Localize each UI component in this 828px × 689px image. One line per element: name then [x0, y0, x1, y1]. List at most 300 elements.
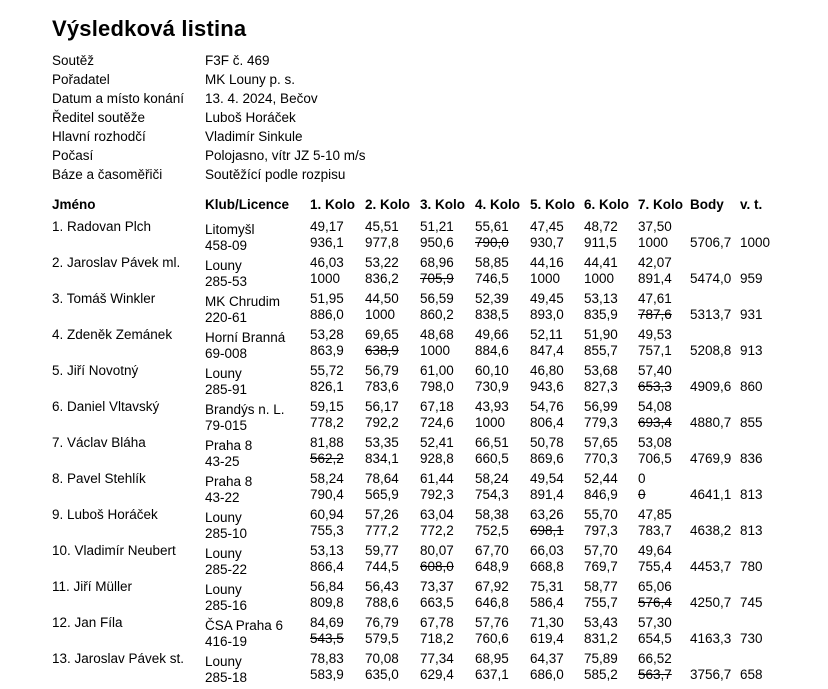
kolo-points: 654,5 [638, 631, 672, 646]
kolo-points: 755,4 [638, 559, 672, 574]
table-header-row [52, 197, 800, 219]
kolo-points: 730,9 [475, 379, 509, 394]
vt-cell [740, 399, 800, 435]
body-cell [690, 579, 740, 615]
kolo-time: 58,24 [310, 471, 344, 486]
kolo-points: 663,5 [420, 595, 454, 610]
kolo-points: 860,2 [420, 307, 454, 322]
header-jmeno: Jméno [52, 197, 96, 212]
kolo-time: 56,59 [420, 291, 454, 306]
kolo-time: 56,79 [365, 363, 399, 378]
kolo-points: 754,3 [475, 487, 509, 502]
kolo-time: 58,85 [475, 255, 509, 270]
kolo-cell [638, 399, 690, 435]
vt-points: 730 [740, 631, 763, 646]
kolo-cell [310, 651, 365, 687]
competitor-name: 6. Daniel Vltavský [52, 399, 160, 414]
kolo-points: 977,8 [365, 235, 399, 250]
vt-cell [740, 219, 800, 255]
info-value: F3F č. 469 [205, 53, 270, 68]
competitor-licence: 285-91 [205, 382, 248, 397]
table-row [52, 363, 800, 399]
kolo-points: 706,5 [638, 451, 672, 466]
kolo-points: 1000 [475, 415, 506, 430]
kolo-time: 53,43 [584, 615, 618, 630]
kolo-time: 57,30 [638, 615, 672, 630]
kolo-time: 37,50 [638, 219, 672, 234]
kolo-cell [310, 543, 365, 579]
kolo-time: 52,39 [475, 291, 509, 306]
kolo-time: 58,77 [584, 579, 618, 594]
kolo-time: 66,03 [530, 543, 564, 558]
kolo-cell [530, 363, 584, 399]
kolo-time: 58,24 [475, 471, 509, 486]
competitor-club: Louny [205, 510, 242, 525]
competitor-licence: 285-22 [205, 562, 248, 577]
vt-points: 860 [740, 379, 763, 394]
header-body: Body [690, 197, 724, 212]
kolo-cell [310, 255, 365, 291]
vt-points: 658 [740, 667, 763, 682]
kolo-points: 783,7 [638, 523, 672, 538]
kolo-points: 835,9 [584, 307, 618, 322]
kolo-time: 75,89 [584, 651, 618, 666]
kolo-time: 55,70 [584, 507, 618, 522]
kolo-points: 827,3 [584, 379, 618, 394]
kolo-points: 646,8 [475, 595, 509, 610]
kolo-time: 76,79 [365, 615, 399, 630]
kolo-time: 55,61 [475, 219, 509, 234]
vt-cell [740, 579, 800, 615]
kolo-points: 866,4 [310, 559, 344, 574]
kolo-points: 770,3 [584, 451, 618, 466]
competitor-licence: 285-18 [205, 670, 248, 685]
body-cell [690, 363, 740, 399]
club-cell [205, 219, 310, 255]
body-cell [690, 399, 740, 435]
kolo-points: 936,1 [310, 235, 344, 250]
kolo-points: 635,0 [365, 667, 399, 682]
kolo-cell [530, 471, 584, 507]
header-klub: Klub/Licence [205, 197, 290, 212]
kolo-points: 638,9 [365, 343, 399, 358]
kolo-cell [420, 651, 475, 687]
kolo-time: 53,68 [584, 363, 618, 378]
info-value: MK Louny p. s. [205, 72, 296, 87]
kolo-points: 755,3 [310, 523, 344, 538]
kolo-time: 56,17 [365, 399, 399, 414]
name-cell [52, 291, 205, 327]
kolo-time: 56,84 [310, 579, 344, 594]
kolo-time: 50,78 [530, 435, 564, 450]
kolo-time: 56,99 [584, 399, 618, 414]
kolo-cell [530, 291, 584, 327]
kolo-time: 80,07 [420, 543, 454, 558]
kolo-cell [638, 291, 690, 327]
body-points: 5706,7 [690, 235, 732, 250]
kolo-points: 769,7 [584, 559, 618, 574]
kolo-points: 653,3 [638, 379, 672, 394]
vt-cell [740, 255, 800, 291]
kolo-cell [365, 471, 420, 507]
table-row [52, 651, 800, 687]
name-cell [52, 543, 205, 579]
body-points: 4909,6 [690, 379, 732, 394]
competitor-licence: 69-008 [205, 346, 248, 361]
table-row [52, 291, 800, 327]
body-points: 4453,7 [690, 559, 732, 574]
kolo-points: 562,2 [310, 451, 344, 466]
club-cell [205, 579, 310, 615]
kolo-cell [475, 219, 530, 255]
kolo-cell [638, 579, 690, 615]
kolo-cell [584, 363, 638, 399]
kolo-points: 698,1 [530, 523, 564, 538]
competitor-licence: 285-16 [205, 598, 248, 613]
kolo-points: 693,4 [638, 415, 672, 430]
body-cell [690, 435, 740, 471]
table-row [52, 399, 800, 435]
kolo-cell [365, 651, 420, 687]
kolo-time: 68,95 [475, 651, 509, 666]
header-vt: v. t. [740, 197, 763, 212]
competitor-club: ČSA Praha 6 [205, 618, 284, 633]
kolo-time: 61,00 [420, 363, 454, 378]
kolo-time: 53,13 [584, 291, 618, 306]
info-value: Polojasno, vítr JZ 5-10 m/s [205, 148, 366, 163]
kolo-time: 49,66 [475, 327, 509, 342]
club-cell [205, 363, 310, 399]
competitor-club: Praha 8 [205, 438, 253, 453]
table-row [52, 255, 800, 291]
body-cell [690, 327, 740, 363]
kolo-points: 826,1 [310, 379, 344, 394]
kolo-points: 847,4 [530, 343, 564, 358]
kolo-time: 0 [638, 471, 646, 486]
kolo-points: 869,6 [530, 451, 564, 466]
kolo-cell [365, 435, 420, 471]
kolo-cell [530, 579, 584, 615]
kolo-cell [475, 255, 530, 291]
info-value: Luboš Horáček [205, 110, 296, 125]
kolo-cell [420, 291, 475, 327]
kolo-cell [310, 471, 365, 507]
kolo-points: 798,0 [420, 379, 454, 394]
kolo-time: 59,77 [365, 543, 399, 558]
kolo-points: 886,0 [310, 307, 344, 322]
kolo-cell [420, 363, 475, 399]
body-points: 4250,7 [690, 595, 732, 610]
kolo-points: 637,1 [475, 667, 509, 682]
kolo-cell [475, 579, 530, 615]
body-points: 5208,8 [690, 343, 732, 358]
vt-points: 855 [740, 415, 763, 430]
name-cell [52, 471, 205, 507]
kolo-points: 629,4 [420, 667, 454, 682]
kolo-cell [638, 471, 690, 507]
kolo-cell [475, 615, 530, 651]
vt-cell [740, 615, 800, 651]
body-points: 3756,7 [690, 667, 732, 682]
kolo-cell [530, 327, 584, 363]
kolo-points: 1000 [638, 235, 669, 250]
kolo-cell [638, 363, 690, 399]
info-label: Počasí [52, 148, 94, 163]
competitor-club: Horní Branná [205, 330, 286, 345]
competitor-name: 2. Jaroslav Pávek ml. [52, 255, 181, 270]
kolo-time: 54,08 [638, 399, 672, 414]
competitor-licence: 79-015 [205, 418, 248, 433]
kolo-time: 66,51 [475, 435, 509, 450]
kolo-cell [638, 651, 690, 687]
competitor-licence: 416-19 [205, 634, 248, 649]
kolo-points: 777,2 [365, 523, 399, 538]
kolo-time: 77,34 [420, 651, 454, 666]
competitor-name: 12. Jan Fíla [52, 615, 123, 630]
kolo-time: 49,64 [638, 543, 672, 558]
info-row-poradatel [52, 70, 808, 89]
kolo-time: 49,45 [530, 291, 564, 306]
kolo-cell [475, 435, 530, 471]
kolo-cell [420, 543, 475, 579]
kolo-time: 53,08 [638, 435, 672, 450]
competitor-licence: 285-10 [205, 526, 248, 541]
kolo-time: 71,30 [530, 615, 564, 630]
kolo-points: 565,9 [365, 487, 399, 502]
vt-points: 780 [740, 559, 763, 574]
kolo-points: 893,0 [530, 307, 564, 322]
kolo-points: 705,9 [420, 271, 454, 286]
kolo-time: 46,80 [530, 363, 564, 378]
competitor-licence: 458-09 [205, 238, 248, 253]
name-cell [52, 435, 205, 471]
vt-cell [740, 363, 800, 399]
kolo-points: 619,4 [530, 631, 564, 646]
kolo-points: 752,5 [475, 523, 509, 538]
table-row [52, 507, 800, 543]
info-row-datum-misto [52, 89, 808, 108]
header-kolo-7: 7. Kolo [638, 197, 684, 212]
table-row [52, 327, 800, 363]
kolo-time: 58,38 [475, 507, 509, 522]
kolo-cell [365, 399, 420, 435]
kolo-points: 755,7 [584, 595, 618, 610]
vt-cell [740, 291, 800, 327]
kolo-time: 47,45 [530, 219, 564, 234]
body-cell [690, 291, 740, 327]
name-cell [52, 615, 205, 651]
results-table [52, 197, 800, 687]
competitor-name: 9. Luboš Horáček [52, 507, 158, 522]
competitor-club: Louny [205, 258, 242, 273]
kolo-points: 772,2 [420, 523, 454, 538]
kolo-time: 61,44 [420, 471, 454, 486]
competitor-licence: 285-53 [205, 274, 248, 289]
kolo-time: 49,53 [638, 327, 672, 342]
kolo-cell [365, 579, 420, 615]
kolo-cell [420, 507, 475, 543]
kolo-points: 809,8 [310, 595, 344, 610]
club-cell [205, 435, 310, 471]
page-title: Výsledková listina [52, 16, 247, 41]
info-row-rozhodci [52, 127, 808, 146]
kolo-cell [584, 543, 638, 579]
competition-info [52, 51, 808, 184]
competitor-club: Louny [205, 546, 242, 561]
body-cell [690, 255, 740, 291]
kolo-cell [530, 255, 584, 291]
name-cell [52, 363, 205, 399]
results-rows [52, 219, 800, 687]
info-label: Báze a časoměřiči [52, 167, 163, 182]
kolo-points: 884,6 [475, 343, 509, 358]
body-points: 4641,1 [690, 487, 732, 502]
kolo-points: 608,0 [420, 559, 454, 574]
kolo-cell [475, 543, 530, 579]
header-kolo-1: 1. Kolo [310, 197, 356, 212]
kolo-cell [475, 327, 530, 363]
kolo-time: 53,35 [365, 435, 399, 450]
kolo-time: 48,72 [584, 219, 618, 234]
kolo-cell [638, 327, 690, 363]
table-row [52, 579, 800, 615]
vt-points: 931 [740, 307, 763, 322]
kolo-time: 48,68 [420, 327, 454, 342]
competitor-club: Louny [205, 654, 242, 669]
kolo-points: 744,5 [365, 559, 399, 574]
kolo-cell [365, 219, 420, 255]
kolo-time: 59,15 [310, 399, 344, 414]
kolo-points: 583,9 [310, 667, 344, 682]
info-label: Pořadatel [52, 72, 110, 87]
kolo-points: 806,4 [530, 415, 564, 430]
competitor-licence: 220-61 [205, 310, 248, 325]
kolo-time: 47,61 [638, 291, 672, 306]
body-points: 4880,7 [690, 415, 732, 430]
name-cell [52, 327, 205, 363]
kolo-cell [475, 291, 530, 327]
kolo-cell [420, 615, 475, 651]
header-kolo-6: 6. Kolo [584, 197, 630, 212]
competitor-licence: 43-25 [205, 454, 240, 469]
club-cell [205, 615, 310, 651]
club-cell [205, 651, 310, 687]
kolo-points: 0 [638, 487, 646, 502]
kolo-points: 760,6 [475, 631, 509, 646]
club-cell [205, 543, 310, 579]
kolo-time: 78,64 [365, 471, 399, 486]
kolo-points: 660,5 [475, 451, 509, 466]
kolo-time: 64,37 [530, 651, 564, 666]
table-row [52, 435, 800, 471]
kolo-points: 891,4 [530, 487, 564, 502]
kolo-cell [420, 579, 475, 615]
body-points: 5313,7 [690, 307, 732, 322]
kolo-time: 63,04 [420, 507, 454, 522]
kolo-points: 792,3 [420, 487, 454, 502]
info-label: Datum a místo konání [52, 91, 185, 106]
kolo-cell [475, 399, 530, 435]
kolo-cell [584, 615, 638, 651]
kolo-cell [530, 399, 584, 435]
vt-cell [740, 651, 800, 687]
body-points: 5474,0 [690, 271, 732, 286]
header-kolo-2: 2. Kolo [365, 197, 411, 212]
name-cell [52, 507, 205, 543]
name-cell [52, 399, 205, 435]
kolo-points: 834,1 [365, 451, 399, 466]
kolo-cell [638, 255, 690, 291]
kolo-points: 718,2 [420, 631, 454, 646]
competitor-name: 13. Jaroslav Pávek st. [52, 651, 185, 666]
kolo-cell [638, 507, 690, 543]
competitor-club: Praha 8 [205, 474, 253, 489]
kolo-time: 44,50 [365, 291, 399, 306]
kolo-points: 563,7 [638, 667, 672, 682]
name-cell [52, 219, 205, 255]
name-cell [52, 651, 205, 687]
kolo-time: 78,83 [310, 651, 344, 666]
kolo-cell [365, 327, 420, 363]
kolo-points: 836,2 [365, 271, 399, 286]
kolo-points: 1000 [365, 307, 396, 322]
kolo-points: 783,6 [365, 379, 399, 394]
kolo-cell [310, 435, 365, 471]
kolo-cell [310, 219, 365, 255]
kolo-time: 57,76 [475, 615, 509, 630]
kolo-cell [584, 651, 638, 687]
kolo-points: 863,9 [310, 343, 344, 358]
kolo-cell [365, 363, 420, 399]
kolo-points: 686,0 [530, 667, 564, 682]
table-row [52, 543, 800, 579]
kolo-time: 42,07 [638, 255, 672, 270]
kolo-points: 543,5 [310, 631, 344, 646]
kolo-time: 60,94 [310, 507, 344, 522]
body-cell [690, 615, 740, 651]
body-cell [690, 471, 740, 507]
kolo-points: 579,5 [365, 631, 399, 646]
vt-points: 959 [740, 271, 763, 286]
info-value: 13. 4. 2024, Bečov [205, 91, 318, 106]
kolo-cell [530, 219, 584, 255]
kolo-points: 950,6 [420, 235, 454, 250]
kolo-time: 63,26 [530, 507, 564, 522]
kolo-points: 797,3 [584, 523, 618, 538]
kolo-time: 57,65 [584, 435, 618, 450]
vt-cell [740, 543, 800, 579]
kolo-time: 43,93 [475, 399, 509, 414]
vt-points: 745 [740, 595, 763, 610]
kolo-cell [310, 615, 365, 651]
competitor-licence: 43-22 [205, 490, 240, 505]
body-points: 4769,9 [690, 451, 732, 466]
kolo-points: 911,5 [584, 235, 617, 250]
kolo-time: 51,95 [310, 291, 344, 306]
body-points: 4638,2 [690, 523, 732, 538]
club-cell [205, 291, 310, 327]
kolo-points: 930,7 [530, 235, 564, 250]
competitor-name: 4. Zdeněk Zemánek [52, 327, 173, 342]
kolo-points: 928,8 [420, 451, 454, 466]
body-cell [690, 219, 740, 255]
kolo-points: 778,2 [310, 415, 344, 430]
competitor-name: 7. Václav Bláha [52, 435, 146, 450]
kolo-points: 757,1 [638, 343, 672, 358]
competitor-name: 11. Jiří Müller [52, 579, 133, 594]
club-cell [205, 399, 310, 435]
vt-cell [740, 435, 800, 471]
